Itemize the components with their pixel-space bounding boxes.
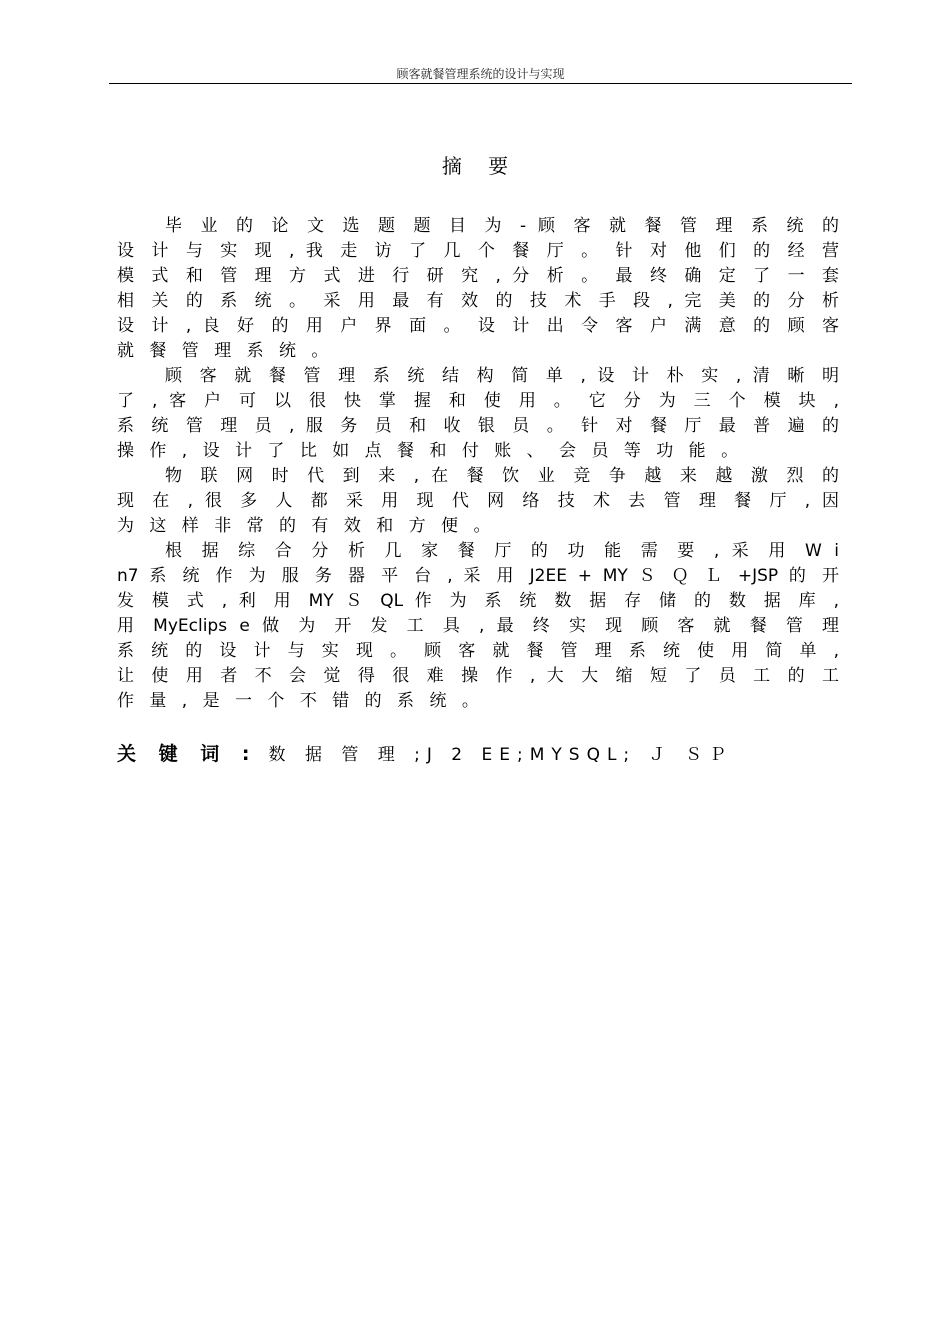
- abstract-line: 现 在 , 很 多 人 都 采 用 现 代 网 络 技 术 去 管 理 餐 厅 , 因: [117, 491, 839, 511]
- header-divider: [109, 83, 852, 84]
- abstract-line: 设 计 与 实 现 , 我 走 访 了 几 个 餐 厅 。 针 对 他 们 的 经 营: [117, 241, 839, 261]
- abstract-line: 系 统 管 理 员 , 服 务 员 和 收 银 员 。 针 对 餐 厅 最 普 遍 的: [117, 416, 839, 436]
- abstract-heading: 摘 要: [441, 154, 519, 178]
- abstract-line: 根 据 综 合 分 析 几 家 餐 厅 的 功 能 需 要 , 采 用 W i: [165, 541, 839, 561]
- abstract-line: 用 MyEclips e 做 为 开 发 工 具 , 最 终 实 现 顾 客 就 餐 管 理: [117, 616, 839, 636]
- abstract-line: 物 联 网 时 代 到 来 , 在 餐 饮 业 竞 争 越 来 越 激 烈 的: [165, 466, 839, 486]
- abstract-line: 发 模 式 , 利 用 MY Ｓ QL 作 为 系 统 数 据 存 储 的 数 据 库 ,: [117, 591, 839, 611]
- keywords-line: [117, 741, 733, 768]
- abstract-line: 顾 客 就 餐 管 理 系 统 结 构 简 单 , 设 计 朴 实 , 清 晰 明: [165, 366, 839, 386]
- abstract-line: 作 量 , 是 一 个 不 错 的 系 统 。: [117, 691, 484, 711]
- running-header-title: 顾客就餐管理系统的设计与实现: [396, 67, 565, 81]
- abstract-line: 为 这 样 非 常 的 有 效 和 方 便 。: [117, 516, 496, 536]
- abstract-line: 毕 业 的 论 文 选 题 题 目 为 - 顾 客 就 餐 管 理 系 统 的: [165, 216, 839, 236]
- abstract-line: 了 , 客 户 可 以 很 快 掌 握 和 使 用 。 它 分 为 三 个 模 块 ,: [117, 391, 839, 411]
- abstract-line: n7 系 统 作 为 服 务 器 平 台 , 采 用 J2EE + MY Ｓ Ｑ Ｌ +JSP 的 开: [117, 566, 839, 586]
- abstract-line: 让 使 用 者 不 会 觉 得 很 难 操 作 , 大 大 缩 短 了 员 工 的 工: [117, 666, 839, 686]
- abstract-line: 就 餐 管 理 系 统 。: [117, 341, 334, 361]
- abstract-line: 模 式 和 管 理 方 式 进 行 研 究 , 分 析 。 最 终 确 定 了 一 套: [117, 266, 839, 286]
- abstract-line: 相 关 的 系 统 。 采 用 最 有 效 的 技 术 手 段 , 完 美 的 分 析: [117, 291, 839, 311]
- abstract-line: 操 作 , 设 计 了 比 如 点 餐 和 付 账 、 会 员 等 功 能 。: [117, 441, 744, 461]
- abstract-body: [117, 214, 839, 714]
- keywords-value: 数 据 管 理 ;J 2 EE;MYSQL; Ｊ ＳＰ: [268, 745, 733, 765]
- keywords-label: 关 键 词 :: [117, 743, 258, 765]
- abstract-line: 系 统 的 设 计 与 实 现 。 顾 客 就 餐 管 理 系 统 使 用 简 单 ,: [117, 641, 839, 661]
- abstract-line: 设 计 , 良 好 的 用 户 界 面 。 设 计 出 令 客 户 满 意 的 顾 客: [117, 316, 839, 336]
